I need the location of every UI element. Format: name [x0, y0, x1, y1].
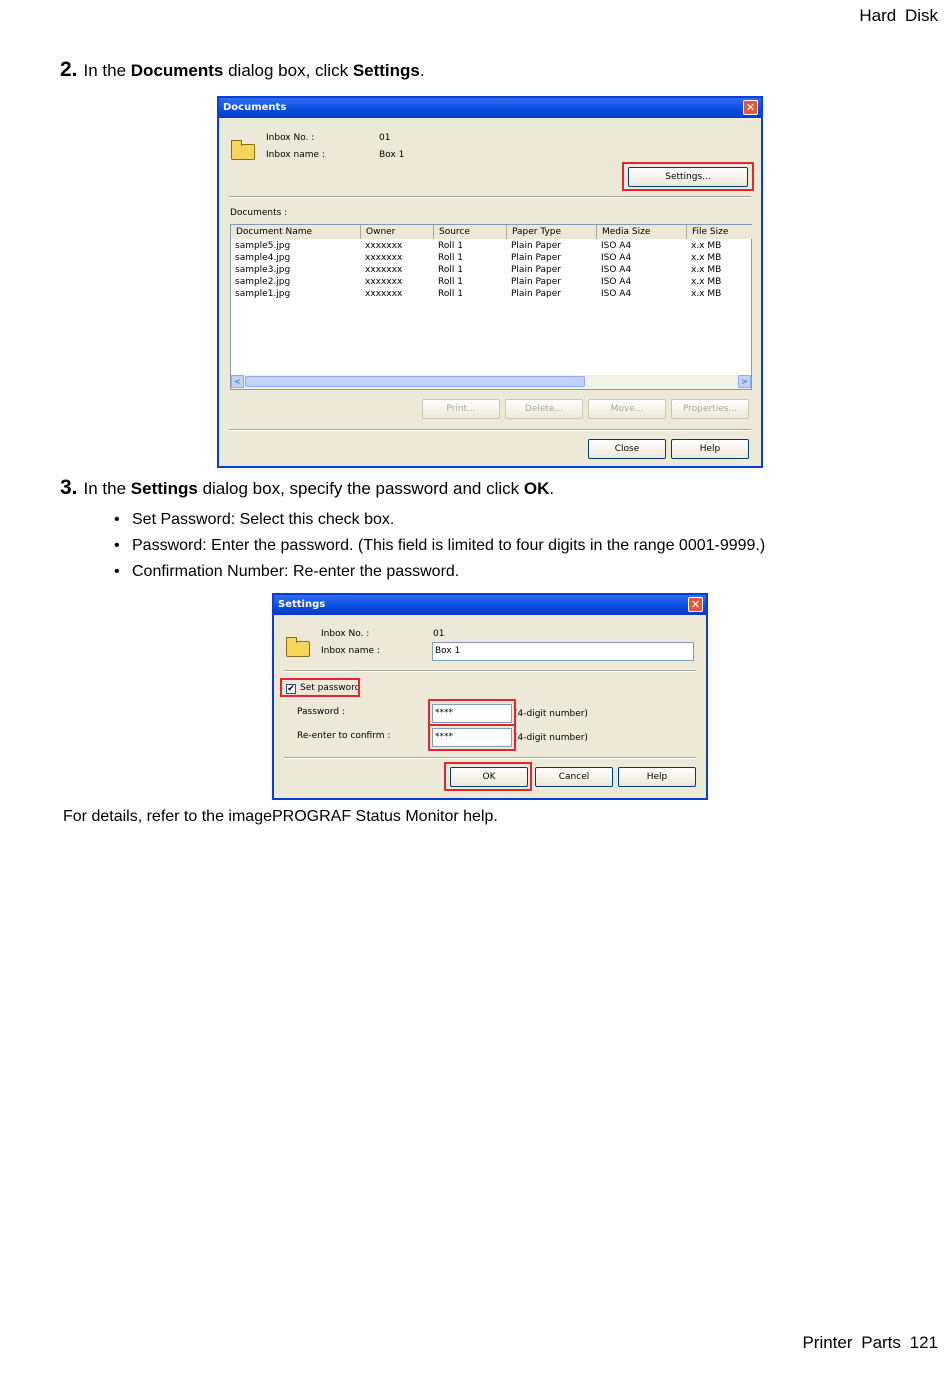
step-number: 3. — [60, 476, 78, 499]
set-password-checkbox[interactable]: ✔ — [287, 684, 295, 694]
column-header[interactable]: File Size — [687, 225, 753, 239]
settings-dialog — [272, 593, 708, 800]
password-hint: (4-digit number) — [514, 709, 588, 719]
section-header: Hard Disk — [859, 6, 938, 25]
table-cell: ISO A4 — [601, 265, 632, 275]
table-cell: xxxxxxx — [365, 265, 403, 275]
step-2-instruction — [60, 58, 425, 82]
move-button[interactable]: Move... — [588, 399, 666, 419]
table-cell: Plain Paper — [511, 241, 561, 251]
separator — [229, 429, 751, 431]
step-text: dialog box, click — [223, 61, 353, 80]
column-header[interactable]: Media Size — [597, 225, 687, 239]
step-bold-term: Documents — [130, 61, 224, 80]
document-name-cell[interactable]: sample3.jpg — [235, 265, 291, 275]
document-name-cell[interactable]: sample4.jpg — [235, 253, 291, 263]
inbox-no-value: 01 — [433, 629, 445, 639]
separator — [229, 196, 751, 198]
bullet-item: • Set Password: Select this check box. — [114, 507, 765, 533]
highlight-box — [428, 699, 516, 726]
bullet-item: • Password: Enter the password. (This field is limited to four digits in the range 0001-9999.) — [114, 533, 765, 559]
column-header[interactable]: Document Name — [231, 225, 361, 239]
help-button[interactable]: Help — [671, 439, 749, 459]
inbox-name-value: Box 1 — [379, 150, 405, 160]
inbox-no-label: Inbox No. : — [321, 629, 370, 639]
table-cell: ISO A4 — [601, 289, 632, 299]
step-text: In the — [83, 61, 131, 80]
document-name-cell[interactable]: sample1.jpg — [235, 289, 291, 299]
step-3-instruction — [60, 476, 554, 500]
table-cell: ISO A4 — [601, 241, 632, 251]
table-cell: x.x MB — [691, 253, 722, 263]
table-cell: xxxxxxx — [365, 277, 403, 287]
table-cell: Roll 1 — [438, 289, 463, 299]
step-text: dialog box, specify the password and click — [197, 479, 524, 498]
table-cell: Roll 1 — [438, 277, 463, 287]
table-cell: Plain Paper — [511, 253, 561, 263]
bullet-list — [114, 507, 765, 585]
reenter-input[interactable]: **** — [432, 728, 512, 747]
scroll-left-icon[interactable]: < — [231, 375, 244, 388]
documents-titlebar — [219, 98, 761, 118]
bullet-item: • Confirmation Number: Re-enter the password. — [114, 559, 765, 585]
help-note: For details, refer to the imagePROGRAF Status Monitor help. — [63, 808, 498, 825]
documents-dialog — [217, 96, 763, 468]
table-cell: Roll 1 — [438, 241, 463, 251]
password-input[interactable]: **** — [432, 704, 512, 723]
highlight-box — [622, 162, 754, 191]
inbox-no-value: 01 — [379, 133, 391, 143]
inbox-name-label: Inbox name : — [266, 150, 325, 160]
horizontal-scrollbar[interactable] — [231, 375, 751, 389]
documents-list[interactable] — [230, 224, 752, 390]
table-cell: x.x MB — [691, 265, 722, 275]
highlight-box — [280, 678, 360, 697]
inbox-name-label: Inbox name : — [321, 646, 380, 656]
dialog-title: Documents — [223, 102, 287, 113]
close-icon[interactable]: ✕ — [743, 100, 758, 115]
step-bold-term: Settings — [130, 479, 198, 498]
table-cell: Plain Paper — [511, 277, 561, 287]
separator — [284, 670, 696, 672]
documents-label: Documents : — [230, 208, 288, 218]
properties-button[interactable]: Properties... — [671, 399, 749, 419]
folder-icon — [231, 144, 255, 160]
step-bold-term: OK — [523, 479, 550, 498]
step-number: 2. — [60, 58, 78, 81]
table-cell: xxxxxxx — [365, 289, 403, 299]
cancel-button[interactable]: Cancel — [535, 767, 613, 787]
print-button[interactable]: Print... — [422, 399, 500, 419]
reenter-label: Re-enter to confirm : — [297, 731, 391, 741]
table-cell: x.x MB — [691, 277, 722, 287]
highlight-box — [428, 724, 516, 751]
settings-titlebar — [274, 595, 706, 615]
step-text: . — [549, 479, 555, 498]
table-cell: ISO A4 — [601, 253, 632, 263]
password-label: Password : — [297, 707, 345, 717]
table-cell: Roll 1 — [438, 265, 463, 275]
column-header[interactable]: Source — [434, 225, 507, 239]
document-name-cell[interactable]: sample5.jpg — [235, 241, 291, 251]
table-cell: xxxxxxx — [365, 241, 403, 251]
set-password-label[interactable]: Set password — [300, 683, 361, 693]
step-text: In the — [83, 479, 131, 498]
help-button[interactable]: Help — [618, 767, 696, 787]
reenter-hint: (4-digit number) — [514, 733, 588, 743]
close-button[interactable]: Close — [588, 439, 666, 459]
table-cell: ISO A4 — [601, 277, 632, 287]
inbox-name-input[interactable]: Box 1 — [432, 642, 694, 661]
step-bold-term: Settings — [352, 61, 420, 80]
ok-button[interactable]: OK — [450, 767, 528, 787]
dialog-title: Settings — [278, 599, 326, 610]
page-footer: Printer Parts 121 — [802, 1333, 938, 1352]
table-cell: xxxxxxx — [365, 253, 403, 263]
table-cell: Plain Paper — [511, 289, 561, 299]
delete-button[interactable]: Delete... — [505, 399, 583, 419]
step-text: . — [419, 61, 425, 80]
separator — [284, 757, 696, 759]
close-icon[interactable]: ✕ — [688, 597, 703, 612]
document-name-cell[interactable]: sample2.jpg — [235, 277, 291, 287]
table-cell: x.x MB — [691, 241, 722, 251]
settings-button[interactable]: Settings... — [628, 167, 748, 187]
table-cell: Plain Paper — [511, 265, 561, 275]
column-header[interactable]: Paper Type — [507, 225, 597, 239]
table-cell: Roll 1 — [438, 253, 463, 263]
column-header[interactable]: Owner — [361, 225, 434, 239]
scroll-right-icon[interactable]: > — [738, 375, 751, 388]
inbox-no-label: Inbox No. : — [266, 133, 315, 143]
highlight-box — [444, 762, 532, 791]
table-cell: x.x MB — [691, 289, 722, 299]
folder-icon — [286, 641, 310, 657]
scroll-thumb[interactable] — [245, 376, 585, 387]
